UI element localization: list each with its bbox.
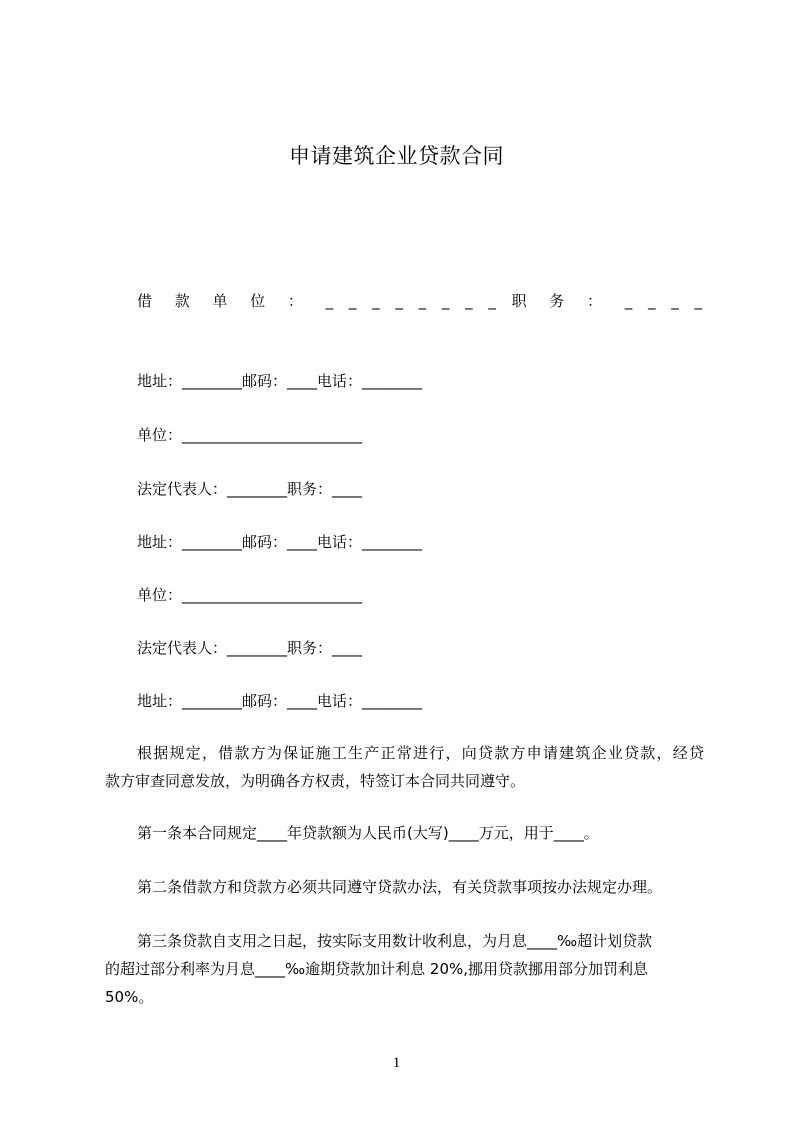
field-legal-rep-1: 法定代表人：________职务：____ [137,480,363,498]
borrower-header-line: 借 款 单 位 ： _ _ _ _ _ _ _ _ 职 务 ： _ _ _ _ [137,292,704,310]
page-number: 1 [392,1055,401,1071]
field-legal-rep-2: 法定代表人：________职务：____ [137,639,363,657]
field-unit-2: 单位：________________________ [137,586,363,604]
article-3-line-1: 第三条贷款自支用之日起，按实际支用数计收利息，为月息____‰超计划贷款 [137,932,653,950]
field-unit-1: 单位：________________________ [137,426,363,444]
field-address-1: 地址：________邮码：____电话：________ [137,372,423,390]
preamble-line-1: 根据规定，借款方为保证施工生产正常进行，向贷款方申请建筑企业贷款，经贷 [137,744,704,762]
preamble-line-2: 款方审查同意发放，为明确各方权责，特签订本合同共同遵守。 [105,772,526,790]
article-1: 第一条本合同规定____年贷款额为人民币(大写)____万元，用于____。 [137,824,599,842]
document-title: 申请建筑企业贷款合同 [289,144,504,168]
field-address-2: 地址：________邮码：____电话：________ [137,533,423,551]
article-3-line-3: 50%。 [105,988,154,1006]
article-2: 第二条借款方和贷款方必须共同遵守贷款办法，有关贷款事项按办法规定办理。 [137,878,663,896]
article-3-line-2: 的超过部分利率为月息____‰逾期贷款加计利息 20%,挪用贷款挪用部分加罚利息 [105,960,649,978]
field-address-3: 地址：________邮码：____电话：________ [137,692,423,710]
